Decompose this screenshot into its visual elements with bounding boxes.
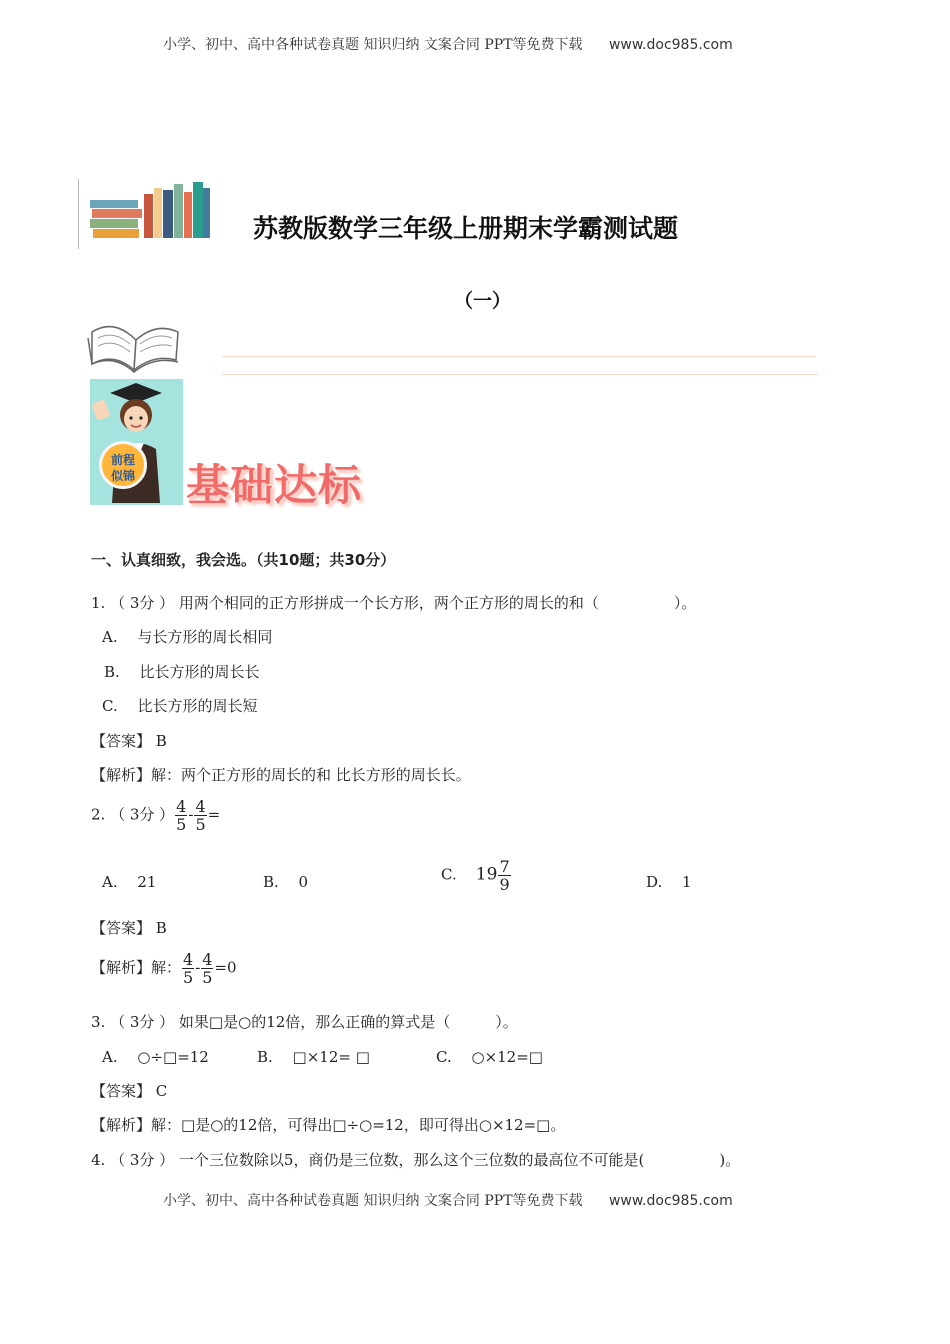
answer-label: 【答案】 xyxy=(91,1082,152,1100)
q3-option-a: A. ○÷□=12 xyxy=(102,1048,209,1066)
answer-value: C xyxy=(155,1082,168,1100)
analysis-label: 【解析】 xyxy=(91,1116,152,1134)
q2-fraction-2: $\frac{4}{5}$ xyxy=(195,797,206,834)
page-footer xyxy=(163,1190,733,1210)
open-book-icon xyxy=(84,310,184,376)
section-badge-title: 基础达标 xyxy=(186,461,362,511)
q2-answer xyxy=(91,917,167,938)
q2-analysis xyxy=(91,951,237,986)
answer-value: B xyxy=(155,732,167,750)
analysis-fraction-1: $\frac{4}{5}$ xyxy=(183,950,194,987)
page-subtitle: （一） xyxy=(454,290,512,312)
q2-option-c-fraction: $\frac{7}{9}$ xyxy=(499,857,510,894)
footer-url: www.doc985.com xyxy=(608,1193,733,1209)
analysis-label: 【解析】 xyxy=(91,766,152,784)
q1-answer xyxy=(91,730,167,751)
q3-analysis xyxy=(91,1114,565,1135)
analysis-label: 【解析】 xyxy=(91,958,152,977)
divider-line xyxy=(78,179,79,249)
decor-line-1 xyxy=(222,356,816,357)
analysis-operator: - xyxy=(195,958,201,977)
q1-analysis xyxy=(91,764,471,785)
decor-line-2 xyxy=(222,374,818,375)
q2-option-c-whole: 19 xyxy=(475,864,498,885)
q1-stem: 1. （ 3分 ） 用两个相同的正方形拼成一个长方形，两个正方形的周长的和（ ）。 xyxy=(91,594,697,612)
header-text: 小学、初中、高中各种试卷真题 知识归纳 文案合同 PPT等免费下载 xyxy=(163,37,583,53)
q2-stem xyxy=(91,798,220,833)
q2-fraction-1: $\frac{4}{5}$ xyxy=(176,797,187,834)
footer-text: 小学、初中、高中各种试卷真题 知识归纳 文案合同 PPT等免费下载 xyxy=(163,1193,583,1209)
q1-option-a: A. 与长方形的周长相同 xyxy=(102,628,273,646)
answer-label: 【答案】 xyxy=(91,919,152,937)
q3-stem: 3. （ 3分 ） 如果□是○的12倍，那么正确的算式是（ ）。 xyxy=(91,1013,518,1031)
analysis-prefix: 解： xyxy=(151,958,182,977)
q3-answer xyxy=(91,1080,167,1101)
q2-option-c xyxy=(441,858,512,893)
seal-text-2: 似锦 xyxy=(110,469,135,483)
q2-equals: = xyxy=(207,805,221,824)
section-heading: 一、认真细致，我会选。（共10题；共30分） xyxy=(91,551,396,569)
answer-value: B xyxy=(155,919,167,937)
q2-operator: - xyxy=(188,805,194,824)
page-header xyxy=(163,34,733,54)
q2-option-b: B. 0 xyxy=(263,873,309,891)
q2-option-d: D. 1 xyxy=(646,873,692,891)
q2-option-c-label: C. xyxy=(441,865,457,884)
books-icon xyxy=(88,180,212,240)
student-badge xyxy=(90,379,183,505)
header-url: www.doc985.com xyxy=(608,37,733,53)
q3-option-b: B. □×12= □ xyxy=(257,1048,370,1066)
seal-badge xyxy=(99,441,147,489)
q1-option-c: C. 比长方形的周长短 xyxy=(102,697,258,715)
q2-prefix: 2. （ 3分 ） xyxy=(91,805,175,824)
answer-label: 【答案】 xyxy=(91,732,152,750)
q3-option-c: C. ○×12=□ xyxy=(436,1048,543,1066)
q1-option-b: B. 比长方形的周长长 xyxy=(104,663,260,681)
student-icon xyxy=(90,379,183,505)
q4-stem: 4. （ 3分 ） 一个三位数除以5，商仍是三位数，那么这个三位数的最高位不可能是( )。 xyxy=(91,1151,741,1169)
analysis-result: =0 xyxy=(214,958,237,977)
analysis-fraction-2: $\frac{4}{5}$ xyxy=(202,950,213,987)
analysis-text: 解：□是○的12倍，可得出□÷○=12，即可得出○×12=□。 xyxy=(151,1116,566,1134)
analysis-text: 解：两个正方形的周长的和 比长方形的周长长。 xyxy=(151,766,471,784)
seal-text-1: 前程 xyxy=(110,453,135,467)
q2-option-a: A. 21 xyxy=(102,873,157,891)
page-title: 苏教版数学三年级上册期末学霸测试题 xyxy=(253,214,679,243)
